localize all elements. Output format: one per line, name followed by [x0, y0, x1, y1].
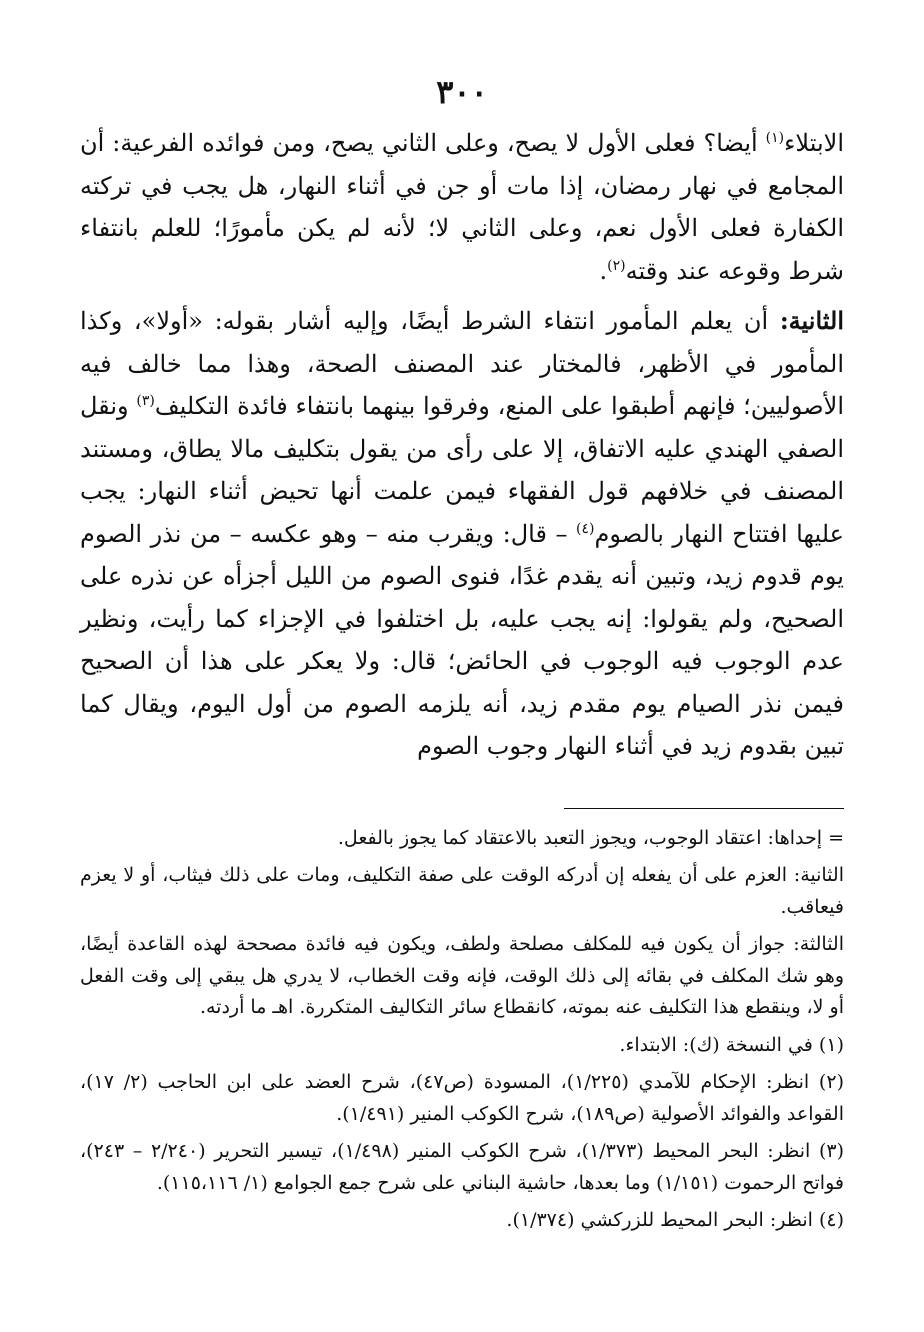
footnote-ref-3: (٣): [136, 393, 155, 409]
paragraph-1-end: .: [599, 256, 608, 285]
paragraph-1: [80, 122, 844, 292]
footnotes: [80, 823, 844, 1237]
paragraph-2-lead: الثانية:: [779, 306, 844, 335]
footnote-4: (٤) انظر: البحر المحيط للزركشي (١/٣٧٤).: [506, 1209, 844, 1231]
footnote-continuation-3: الثالثة: جواز أن يكون فيه للمكلف مصلحة ولطف، ويكون فيه فائدة مصححة لهذه القاعدة أيضًا، وهو شك المكلف في بقائه إلى ذلك الوقت، فإنه وقت الخطاب، لا يدري هل يبقي إلى وقت الفعل أو لا، وينقطع هذا التكليف عنه بموته، كانقطاع سائر التكاليف المتكررة. اهـ ما أردته.: [80, 933, 844, 1018]
paragraph-2: [80, 300, 844, 768]
footnote-ref-4: (٤): [576, 520, 595, 537]
paragraph-1-start: الابتلاء: [784, 129, 844, 157]
footnote-2: (٢) انظر: الإحكام للآمدي (١/٢٢٥)، المسودة (ص٤٧)، شرح العضد على ابن الحاجب (٢/ ١٧)، القواعد والفوائد الأصولية (ص١٨٩)، شرح الكوكب المنير (١/٤٩١).: [80, 1071, 844, 1125]
footnote-ref-2: (٢): [607, 257, 626, 274]
footnote-3: (٣) انظر: البحر المحيط (١/٣٧٣)، شرح الكوكب المنير (١/٤٩٨)، تيسير التحرير (٢/٢٤٠ – ٢٤٣)، فواتح الرحموت (١/١٥١) وما بعدها، حاشية البناني على شرح جمع الجوامع (١/ ١١٥،١١٦).: [80, 1140, 844, 1194]
paragraph-1-body: أيضا؟ فعلى الأول لا يصح، وعلى الثاني يصح، ومن فوائده الفرعية: أن المجامع في نهار رمضان، إذا مات أو جن في أثناء النهار، هل يجب في تركته الكفارة فعلى الأول نعم، وعلى الثاني لا؛ لأنه لم يكن مأمورًا؛ للعلم بانتفاء شرط وقوعه عند وقته: [80, 129, 844, 285]
main-text: [80, 122, 844, 768]
footnote-ref-1: (١): [765, 130, 785, 146]
footnote-1: (١) في النسخة (ك): الابتداء.: [619, 1033, 844, 1056]
paragraph-2-part-c: – قال: ويقرب منه – وهو عكسه – من نذر الصوم يوم قدوم زيد، وتبين أنه يقدم غدًا، فنوى الصوم من الليل أجزأه عن نذره على الصحيح، ولم يقولوا: إنه يجب عليه، بل اختلفوا في الإجزاء كما رأيت، ونظير عدم الوجوب فيه الوجوب في الحائض؛ قال: ولا يعكر على هذا أن الصحيح فيمن نذر الصيام يوم مقدم زيد، أنه يلزمه الصوم من أول اليوم، ويقال كما تبين بقدوم زيد في أثناء النهار وجوب الصوم: [80, 519, 844, 760]
page-number: ٣٠٠: [436, 73, 488, 111]
footnote-separator: [564, 808, 844, 809]
footnote-continuation-2: الثانية: العزم على أن يفعله إن أدركه الوقت على صفة التكليف، ومات على ذلك فيثاب، أو لا يعزم فيعاقب.: [80, 864, 844, 918]
paragraph-2-part-a: أن يعلم المأمور انتفاء الشرط أيضًا، وإليه أشار بقوله: «أولا»، وكذا المأمور في الأظهر، فالمختار عند المصنف الصحة، وهذا مما خالف فيه الأصوليين؛ فإنهم أطبقوا على المنع، وفرقوا بينهما بانتفاء فائدة التكليف: [80, 307, 845, 420]
footnote-continuation-1: = إحداها: اعتقاد الوجوب، ويجوز التعبد بالاعتقاد كما يجوز بالفعل.: [337, 826, 844, 849]
paragraph-2-part-b: ونقل الصفي الهندي عليه الاتفاق، إلا على رأى من يقول بتكليف مالا يطاق، ومستند المصنف في خلافهم قول الفقهاء فيمن علمت أنها تحيض أثناء النهار: يجب عليها افتتاح النهار بالصوم: [80, 392, 845, 548]
